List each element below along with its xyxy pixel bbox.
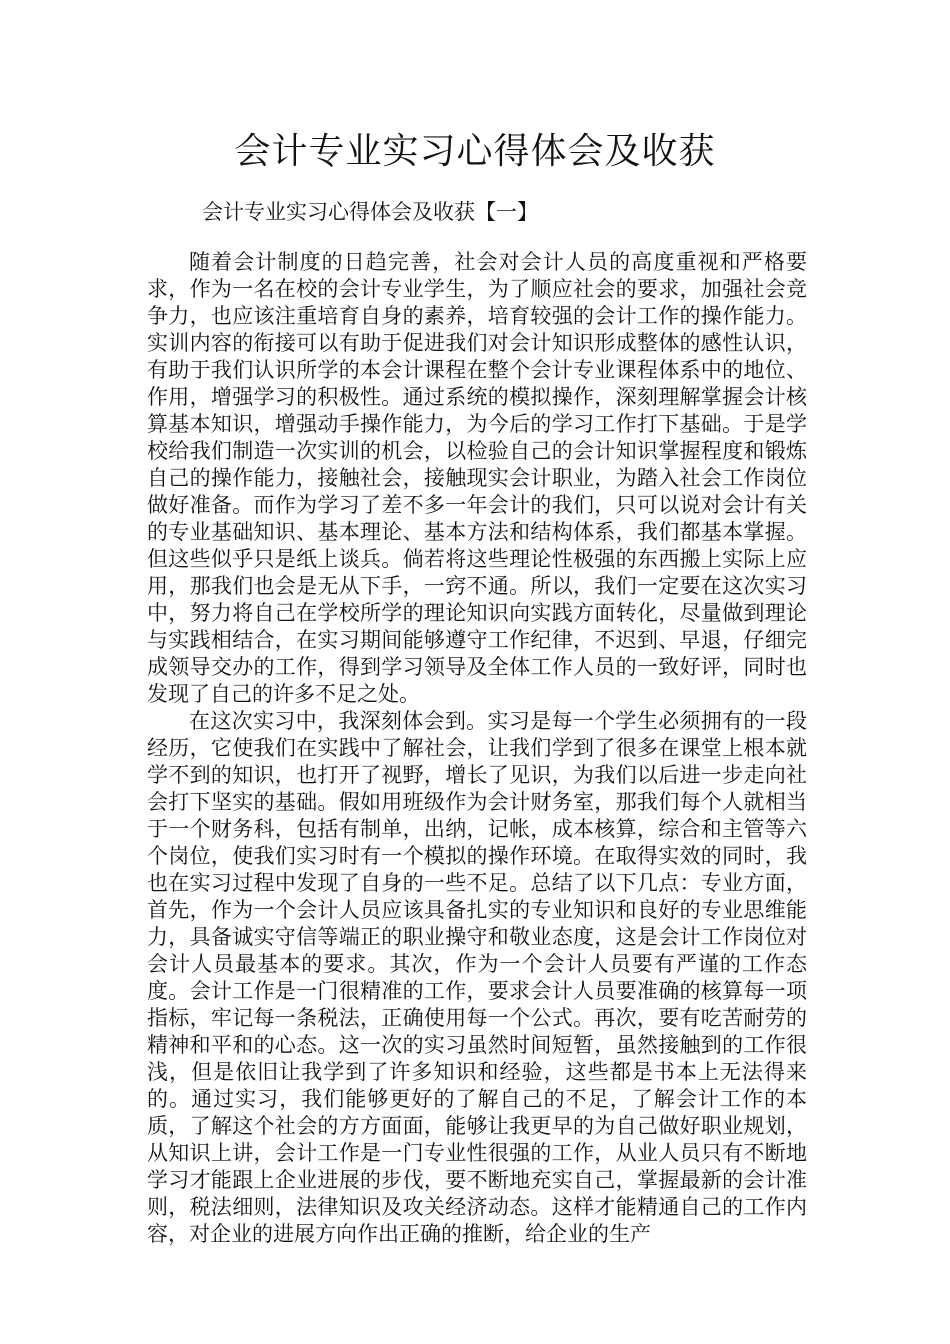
paragraph: 在这次实习中，我深刻体会到。实习是每一个学生必须拥有的一段经历，它使我们在实践中了解社会，让我们学到了很多在课堂上根本就学不到的知识，也打开了视野，增长了见识，为我们以后进一步走向社会打下坚实的基础。假如用班级作为会计财务室，那我们每个人就相当于一个财务科，包括有制单，出纳，记帐，成本核算，综合和主管等六个岗位，使我们实习时有一个模拟的操作环境。在取得实效的同时，我也在实习过程中发现了自身的一些不足。总结了以下几点：专业方面，首先，作为一个会计人员应该具备扎实的专业知识和良好的专业思维能力，具备诚实守信等端正的职业操守和敬业态度，这是会计工作岗位对会计人员最基本的要求。其次，作为一个会计人员要有严谨的工作态度。会计工作是一门很精准的工作，要求会计人员要准确的核算每一项指标，牢记每一条税法，正确使用每一个公式。再次，要有吃苦耐劳的精神和平和的心态。这一次的实习虽然时间短暂，虽然接触到的工作很浅，但是依旧让我学到了许多知识和经验，这些都是书本上无法得来的。通过实习，我们能够更好的了解自己的不足，了解会计工作的本质，了解这个社会的方方面面，能够让我更早的为自己做好职业规划，从知识上讲，会计工作是一门专业性很强的工作，从业人员只有不断地学习才能跟上企业进展的步伐，要不断地充实自己，掌握最新的会计准则，税法细则，法律知识及攻关经济动态。这样才能精通自己的工作内容，对企业的进展方向作出正确的推断，给企业的生产	[147, 709, 807, 1246]
section-heading: 会计专业实习心得体会及收获【一】	[202, 200, 538, 224]
paragraph: 随着会计制度的日趋完善，社会对会计人员的高度重视和严格要求，作为一名在校的会计专业学生，为了顺应社会的要求，加强社会竞争力，也应该注重培育自身的素养，培育较强的会计工作的操作能力。实训内容的衔接可以有助于促进我们对会计知识形成整体的感性认识，有助于我们认识所学的本会计课程在整个会计专业课程体系中的地位、作用，增强学习的积极性。通过系统的模拟操作，深刻理解掌握会计核算基本知识，增强动手操作能力，为今后的学习工作打下基础。于是学校给我们制造一次实训的机会，以检验自己的会计知识掌握程度和锻炼自己的操作能力，接触社会，接触现实会计职业，为踏入社会工作岗位做好准备。而作为学习了差不多一年会计的我们，只可以说对会计有关的专业基础知识、基本理论、基本方法和结构体系，我们都基本掌握。但这些似乎只是纸上谈兵。倘若将这些理论性极强的东西搬上实际上应用，那我们也会是无从下手，一窍不通。所以，我们一定要在这次实习中，努力将自己在学校所学的理论知识向实践方面转化，尽量做到理论与实践相结合，在实习期间能够遵守工作纪律，不迟到、早退，仔细完成领导交办的工作，得到学习领导及全体工作人员的一致好评，同时也发现了自己的许多不足之处。	[147, 250, 807, 706]
body-text	[147, 249, 807, 1248]
page-title: 会计专业实习心得体会及收获	[234, 131, 716, 172]
